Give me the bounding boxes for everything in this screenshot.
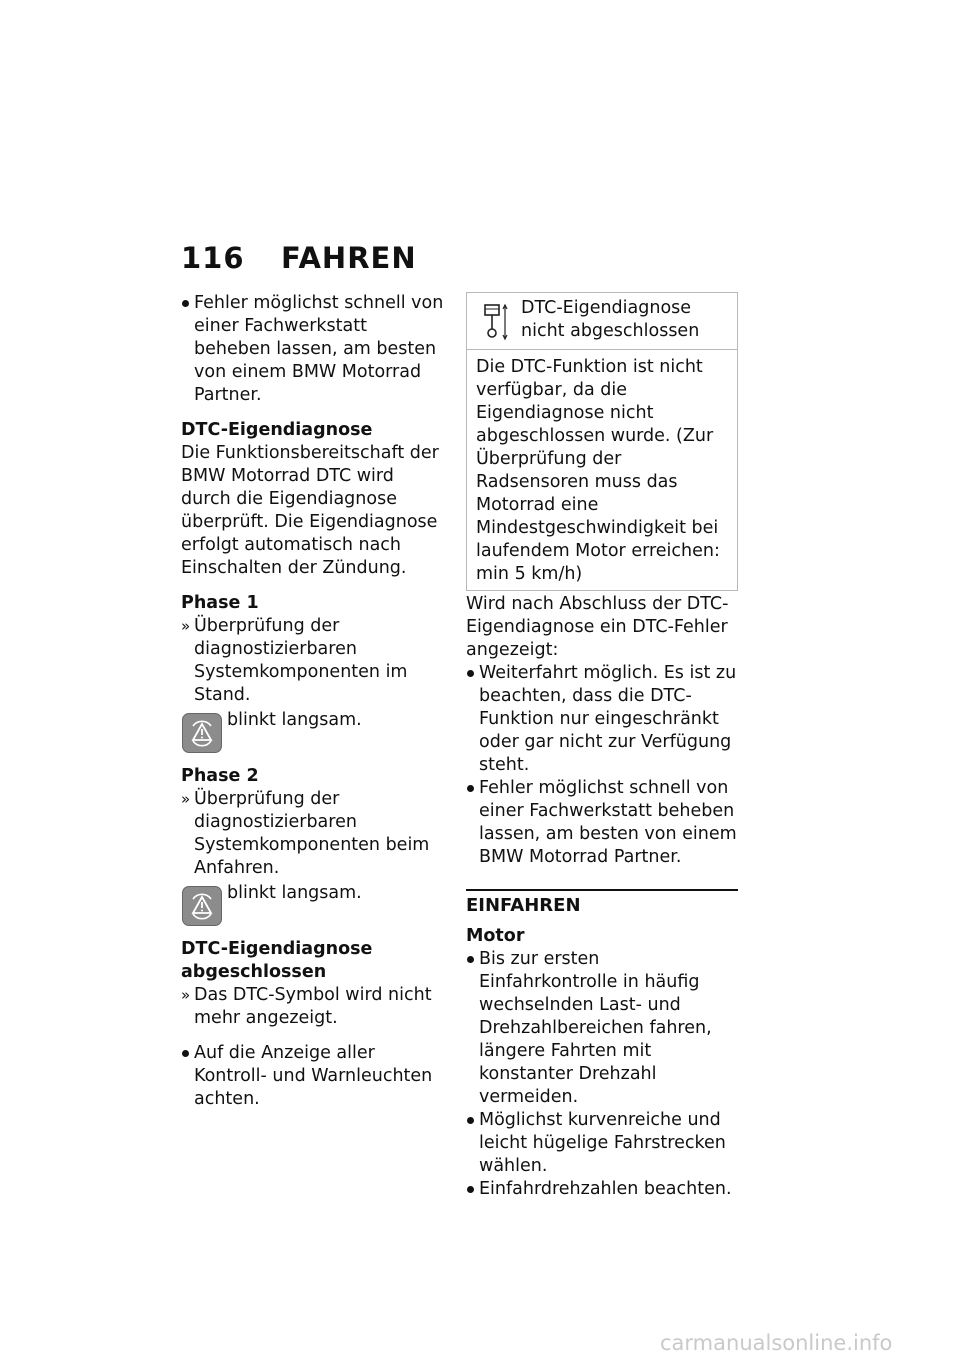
bullet-item: Auf die Anzeige aller Kontroll- und Warnleuchten achten. [181,1042,449,1111]
phase1-result-text: Überprüfung der diagnostizierbaren Systemkomponenten im Stand. [194,616,408,705]
list-item: Einfahrdrehzahlen beachten. [466,1178,738,1201]
engine-piston-icon [479,301,509,350]
result-marker: » [181,790,191,808]
bullet-item: Weiterfahrt möglich. Es ist zu beachten, dass die DTC-Funktion nur eingeschränkt oder gar nicht zur Verfügung steht. [466,662,738,777]
bullet-item: Fehler möglichst schnell von einer Fachwerkstatt beheben lassen, am besten von einem BMW Motorrad Partner. [181,292,449,407]
section-rule [466,889,738,891]
page-number: 116 [181,241,245,275]
phase2-heading: Phase 2 [181,766,259,786]
list-item: Möglichst kurvenreiche und leicht hügelige Fahrstrecken wählen. [466,1109,738,1178]
phase2-result-text: Überprüfung der diagnostizierbaren Systemkomponenten beim Anfahren. [194,789,430,878]
chapter-title: FAHREN [281,241,417,275]
result-marker: » [181,986,191,1004]
diagnosis-heading: DTC-Eigendiagnose [181,420,373,440]
warning-notice [466,292,738,591]
diagnosis-done-result [181,984,449,1030]
motor-heading: Motor [466,926,525,946]
result-marker: » [181,617,191,635]
diagnosis-text: Die Funktionsbereitschaft der BMW Motorrad DTC wird durch die Eigendiagnose überprüft. Die Eigendiagnose erfolgt automatisch nach Einschalten der Zündung. [181,443,439,578]
phase2-indicator [181,882,449,930]
list-item: Bis zur ersten Einfahrkontrolle in häufig wechselnden Last- und Drehzahlbereichen fahren, längere Fahrten mit konstanter Drehzahl vermeiden. [466,948,738,1109]
phase2-indicator-text: blinkt langsam. [227,883,362,903]
notice-body: Die DTC-Funktion ist nicht verfügbar, da die Eigendiagnose nicht abgeschlossen wurde. (Zur Überprüfung der Radsensoren muss das Motorrad eine Mindestgeschwindigkeit bei laufendem Motor erreichen: min 5 km/h) [476,357,720,584]
page-header [181,240,417,276]
phase1-heading: Phase 1 [181,593,259,613]
diagnosis-done-result-text: Das DTC-Symbol wird nicht mehr angezeigt. [194,985,432,1028]
right-column [466,292,738,1201]
notice-header [467,293,737,350]
bullet-item: Fehler möglichst schnell von einer Fachwerkstatt beheben lassen, am besten von einem BMW Motorrad Partner. [466,777,738,869]
left-column [181,292,449,1111]
phase1-indicator-text: blinkt langsam. [227,710,362,730]
phase1-result [181,615,449,707]
watermark: carmanualsonline.info [660,1331,893,1355]
phase1-indicator [181,709,449,757]
dtc-warning-icon [182,713,222,753]
dtc-warning-icon [182,886,222,926]
after-diagnosis-text: Wird nach Abschluss der DTC-Eigendiagnose ein DTC-Fehler angezeigt: [466,594,729,660]
section-title: EINFAHREN [466,895,581,916]
diagnosis-done-heading: DTC-Eigendiagnose abgeschlossen [181,939,373,982]
phase2-result [181,788,449,880]
notice-title: DTC-Eigendiagnose nicht abgeschlossen [521,298,700,341]
